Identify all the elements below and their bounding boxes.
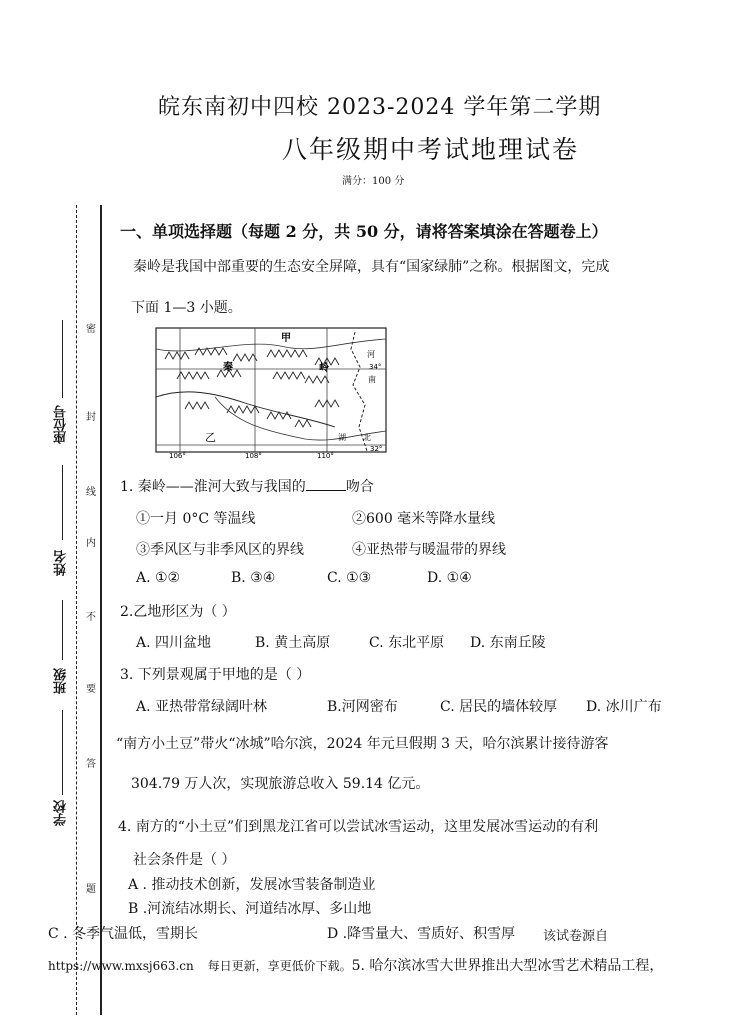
map-label-nan: 南 — [368, 375, 376, 384]
footer-url[interactable]: https://www.mxsj663.cn — [48, 959, 194, 973]
section-heading: 一、单项选择题（每题 2 分，共 50 分，请将答案填涂在答题卷上） — [120, 222, 608, 241]
map-label-lat34: 34° — [369, 363, 382, 371]
map-label-lon110: 110° — [317, 452, 334, 459]
q3-choice-b[interactable]: B.河网密布 — [327, 699, 398, 715]
q1-option-4: ④亚热带与暖温带的界线 — [352, 542, 506, 558]
q2-choice-c[interactable]: C. 东北平原 — [369, 635, 445, 651]
q4-choice-d[interactable]: D .降雪量大、雪质好、积雪厚 — [327, 926, 516, 942]
seal-mark-nei: 内 — [86, 538, 96, 549]
q2-choice-a[interactable]: A. 四川盆地 — [136, 635, 212, 651]
seal-mark-feng: 封 — [86, 412, 96, 423]
q4-choice-b[interactable]: B .河流结冰期长、河道结冰厚、多山地 — [128, 901, 372, 917]
school-label: 学校 — [54, 800, 69, 826]
seal-mark-da: 答 — [86, 759, 96, 770]
class-line[interactable] — [62, 600, 63, 660]
q2-stem: 2.乙地形区为（ ） — [120, 604, 236, 620]
q3-choice-a[interactable]: A. 亚热带常绿阔叶林 — [136, 699, 268, 715]
seat-number-line[interactable] — [62, 320, 63, 398]
source-note: 该试卷源自 — [543, 929, 609, 944]
seal-mark-xian: 线 — [86, 487, 96, 498]
map-label-bei: 北 — [363, 433, 371, 442]
binding-solid-line — [100, 205, 102, 1015]
q1-stem-text: 1. 秦岭——淮河大致与我国的 — [120, 479, 306, 495]
intro-line2: 下面 1—3 小题。 — [131, 300, 242, 316]
seat-number-label: 座位号 — [54, 405, 69, 444]
exam-title-line2: 八年级期中考试地理试卷 — [282, 135, 580, 164]
name-label: 姓名 — [54, 550, 69, 576]
map-label-lat32: 32° — [370, 445, 383, 453]
map-label-hu: 湖 — [338, 433, 346, 442]
class-label: 班级 — [54, 668, 69, 694]
passage-line1: “南方小土豆”带火“冰城”哈尔滨，2024 年元旦假期 3 天，哈尔滨累计接待游客 — [116, 736, 609, 752]
q3-stem: 3. 下列景观属于甲地的是（ ） — [120, 667, 311, 683]
map-label-he: 河 — [367, 350, 375, 359]
q1-stem — [120, 476, 374, 496]
passage-line2: 304.79 万人次，实现旅游总收入 59.14 亿元。 — [131, 776, 430, 792]
q2-choice-d[interactable]: D. 东南丘陵 — [470, 635, 546, 651]
binding-dashed-line — [76, 205, 77, 1015]
school-line[interactable] — [62, 710, 63, 795]
map-label-yi: 乙 — [205, 431, 216, 444]
q3-choice-c[interactable]: C. 居民的墙体较厚 — [440, 699, 558, 715]
q1-choice-d[interactable]: D. ①④ — [427, 570, 472, 586]
q4-stem-line2: 社会条件是（ ） — [133, 852, 236, 868]
name-line[interactable] — [62, 465, 63, 540]
q1-option-2: ②600 毫米等降水量线 — [352, 511, 496, 527]
footer-line — [48, 955, 663, 975]
q1-blank — [306, 490, 346, 491]
q4-choice-a[interactable]: A . 推动技术创新，发展冰雪装备制造业 — [128, 877, 376, 893]
full-score: 满分：100 分 — [342, 176, 405, 187]
footer-slogan: 每日更新，享更低价下载。 — [207, 959, 352, 973]
q4-choice-c[interactable]: C . 冬季气温低，雪期长 — [48, 926, 199, 942]
seal-mark-bu: 不 — [86, 612, 96, 623]
map-label-lon106: 106° — [169, 452, 186, 459]
q1-choice-c[interactable]: C. ①③ — [327, 570, 372, 586]
seal-mark-ti: 题 — [86, 884, 96, 895]
exam-title-line1: 皖东南初中四校 2023-2024 学年第二学期 — [158, 95, 602, 120]
q1-choice-a[interactable]: A. ①② — [136, 570, 181, 586]
intro-line1: 秦岭是我国中部重要的生态安全屏障，具有“国家绿肺”之称。根据图文，完成 — [133, 259, 610, 275]
seal-mark-yao: 要 — [86, 684, 96, 695]
q1-choice-b[interactable]: B. ③④ — [231, 570, 276, 586]
map-label-ling: 岭 — [319, 363, 329, 374]
map-label-qin: 秦 — [223, 362, 233, 373]
q3-choice-d[interactable]: D. 冰川广布 — [586, 699, 662, 715]
map-label-lon108: 108° — [245, 452, 262, 459]
q5-partial: 5. 哈尔滨冰雪大世界推出大型冰雪艺术精品工程， — [351, 958, 664, 974]
qinling-map — [155, 327, 387, 459]
q2-choice-b[interactable]: B. 黄土高原 — [255, 635, 331, 651]
q1-option-3: ③季风区与非季风区的界线 — [136, 542, 304, 558]
q1-option-1: ①一月 0°C 等温线 — [136, 511, 256, 527]
map-label-jia: 甲 — [281, 333, 291, 344]
q1-stem-tail: 吻合 — [345, 479, 374, 495]
q4-stem-line1: 4. 南方的“小土豆”们到黑龙江省可以尝试冰雪运动，这里发展冰雪运动的有利 — [118, 819, 599, 835]
seal-mark-mi: 密 — [86, 324, 96, 335]
